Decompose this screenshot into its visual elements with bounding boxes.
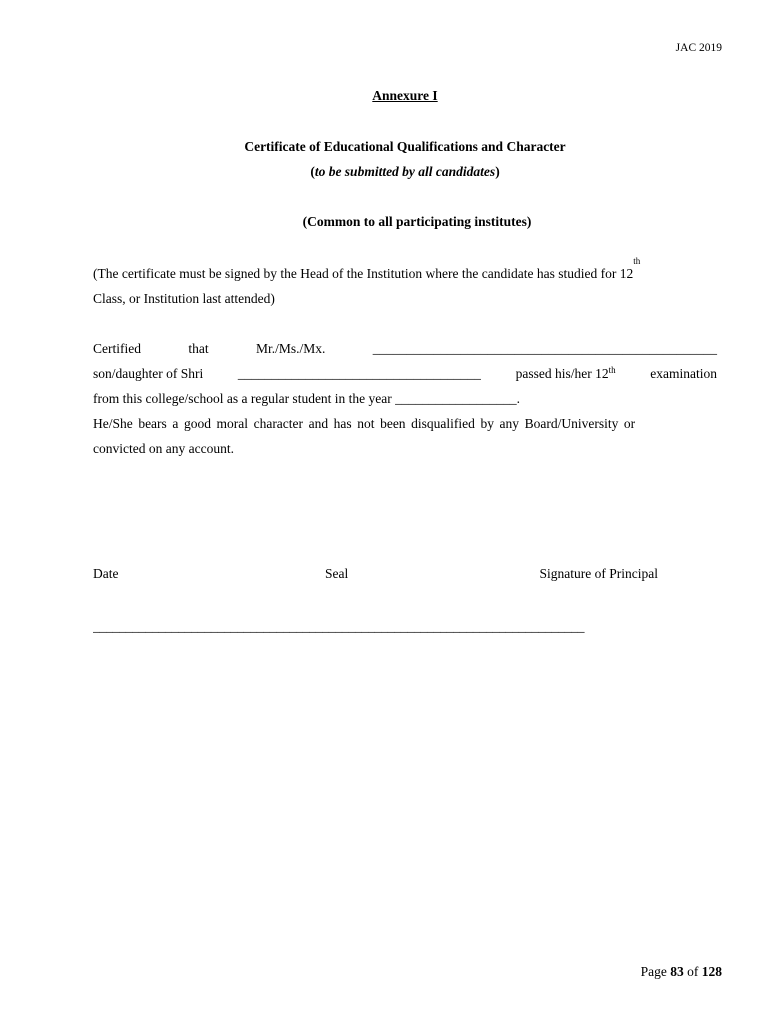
certified-word: Certified bbox=[93, 341, 141, 356]
common-note-heading: (Common to all participating institutes) bbox=[302, 214, 532, 229]
passed-text-main: passed his/her 12 bbox=[515, 366, 609, 381]
subtitle-italic: to be submitted by all candidates bbox=[314, 164, 496, 179]
instruction-note bbox=[93, 256, 717, 311]
annexure-heading: Annexure I bbox=[372, 88, 438, 103]
page-footer bbox=[641, 964, 722, 980]
document-header-tag: JAC 2019 bbox=[675, 42, 722, 54]
candidate-name-blank[interactable]: ___________________________________________________ bbox=[372, 341, 717, 356]
body-line-4 bbox=[93, 411, 717, 436]
page-number: 83 bbox=[670, 964, 684, 979]
parent-name-blank[interactable]: ____________________________________ bbox=[237, 366, 481, 381]
examination-word: examination bbox=[650, 366, 717, 381]
certificate-subtitle bbox=[0, 164, 768, 180]
page-word: Page bbox=[640, 964, 667, 979]
of-word: of bbox=[687, 964, 699, 979]
page-total: 128 bbox=[701, 964, 722, 979]
parent-label: son/daughter of Shri bbox=[93, 366, 204, 381]
body-line-2 bbox=[93, 361, 717, 386]
note-line-1-text: (The certificate must be signed by the Head of the Institution where the candidate has studied for 12 bbox=[93, 266, 634, 281]
body-line-1 bbox=[93, 336, 717, 361]
signature-rule: ___________________________________________________________________________ bbox=[93, 619, 585, 634]
passed-text bbox=[516, 361, 616, 386]
body-line-4-text: He/She bears a good moral character and has not been disqualified by any Board/University or bbox=[93, 416, 636, 431]
paren-close: ) bbox=[495, 164, 500, 179]
certificate-title: Certificate of Educational Qualifications and Character bbox=[244, 139, 566, 154]
paren-open: ( bbox=[310, 164, 315, 179]
salutation-options: Mr./Ms./Mx. bbox=[255, 341, 326, 356]
date-label: Date bbox=[93, 566, 119, 581]
that-word: that bbox=[188, 341, 209, 356]
note-line-1 bbox=[93, 256, 717, 286]
seal-label: Seal bbox=[325, 566, 349, 581]
note-line-2: Class, or Institution last attended) bbox=[93, 291, 275, 306]
body-line-3: from this college/school as a regular student in the year __________________. bbox=[93, 391, 521, 406]
principal-signature-label: Signature of Principal bbox=[539, 566, 658, 581]
passed-superscript: th bbox=[608, 365, 616, 375]
certificate-body bbox=[93, 336, 717, 461]
body-line-5: convicted on any account. bbox=[93, 441, 234, 456]
note-superscript: th bbox=[633, 256, 641, 266]
